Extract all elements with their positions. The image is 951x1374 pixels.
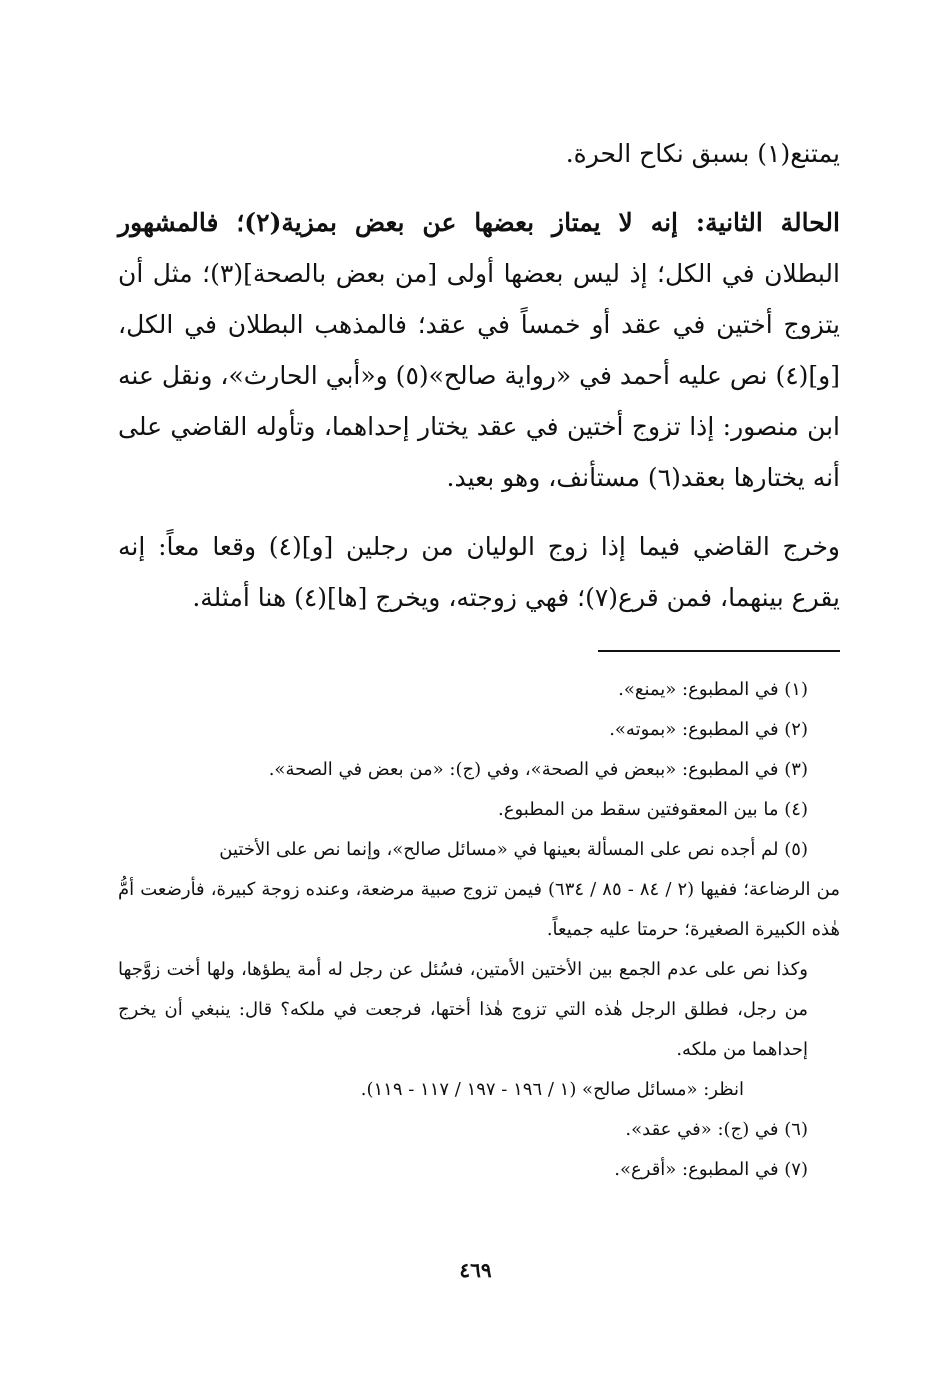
footnote-6: (٦) في (ج): «في عقد». xyxy=(625,1119,808,1140)
footnote-3: (٣) في المطبوع: «ببعض في الصحة»، وفي (ج): «من بعض في الصحة». xyxy=(268,759,808,780)
footnote-5-reference: انظر: «مسائل صالح» (١ / ١٩٦ - ١٩٧ / ١١٧ - ١١٩). xyxy=(360,1079,744,1100)
paragraph-2-rest: البطلان في الكل؛ إذ ليس بعضها أولى [من بعض بالصحة](٣)؛ مثل أن يتزوج أختين في عقد أو خمساً في عقد؛ فالمذهب البطلان في الكل، [و](٤) نص عليه أحمد في «رواية صالح»(٥) و«أبي الحارث»، ونقل عنه ابن منصور: إذا تزوج أختين في عقد يختار إحداهما، وتأوله القاضي على أنه يختارها بعقد(٦) مستأنف، وهو بعيد. xyxy=(118,259,840,492)
paragraph-2-lead: الحالة الثانية: إنه لا يمتاز بعضها عن بعض بمزية(٢)؛ فالمشهور xyxy=(118,208,840,237)
footnote-4: (٤) ما بين المعقوفتين سقط من المطبوع. xyxy=(498,799,808,820)
footnote-divider xyxy=(598,650,840,652)
footnotes xyxy=(118,670,840,1190)
footnote-5-second-paragraph: وكذا نص على عدم الجمع بين الأختين الأمتين، فسُئل عن رجل له أمة يطؤها، ولها أخت زوَّجها من رجل، فطلق الرجل هٰذه التي تزوج هٰذا أختها، فرجعت في ملكه؟ قال: ينبغي أن يخرج إحداهما من ملكه. xyxy=(118,959,808,1060)
main-text xyxy=(118,128,840,623)
footnote-5-first-line: (٥) لم أجده نص على المسألة بعينها في «مسائل صالح»، وإنما نص على الأختين xyxy=(219,839,808,860)
footnote-1: (١) في المطبوع: «يمنع». xyxy=(618,679,808,700)
footnote-7: (٧) في المطبوع: «أقرع». xyxy=(614,1159,808,1180)
page-number: ٤٦٩ xyxy=(459,1258,492,1282)
paragraph-3: وخرج القاضي فيما إذا زوج الوليان من رجلين [و](٤) وقعا معاً: إنه يقرع بينهما، فمن قرع(٧)؛ فهي زوجته، ويخرج [ها](٤) هنا أمثلة. xyxy=(118,532,841,612)
paragraph-2 xyxy=(118,197,840,503)
paragraph-1: يمتنع(١) بسبق نكاح الحرة. xyxy=(565,139,840,168)
footnote-2: (٢) في المطبوع: «بموته». xyxy=(609,719,808,740)
footnote-5-continuation: من الرضاعة؛ ففيها (٢ / ٨٤ - ٨٥ / ٦٣٤) فيمن تزوج صبية مرضعة، وعنده زوجة كبيرة، فأرضعت أمُّ هٰذه الكبيرة الصغيرة؛ حرمتا عليه جميعاً. xyxy=(118,879,840,940)
